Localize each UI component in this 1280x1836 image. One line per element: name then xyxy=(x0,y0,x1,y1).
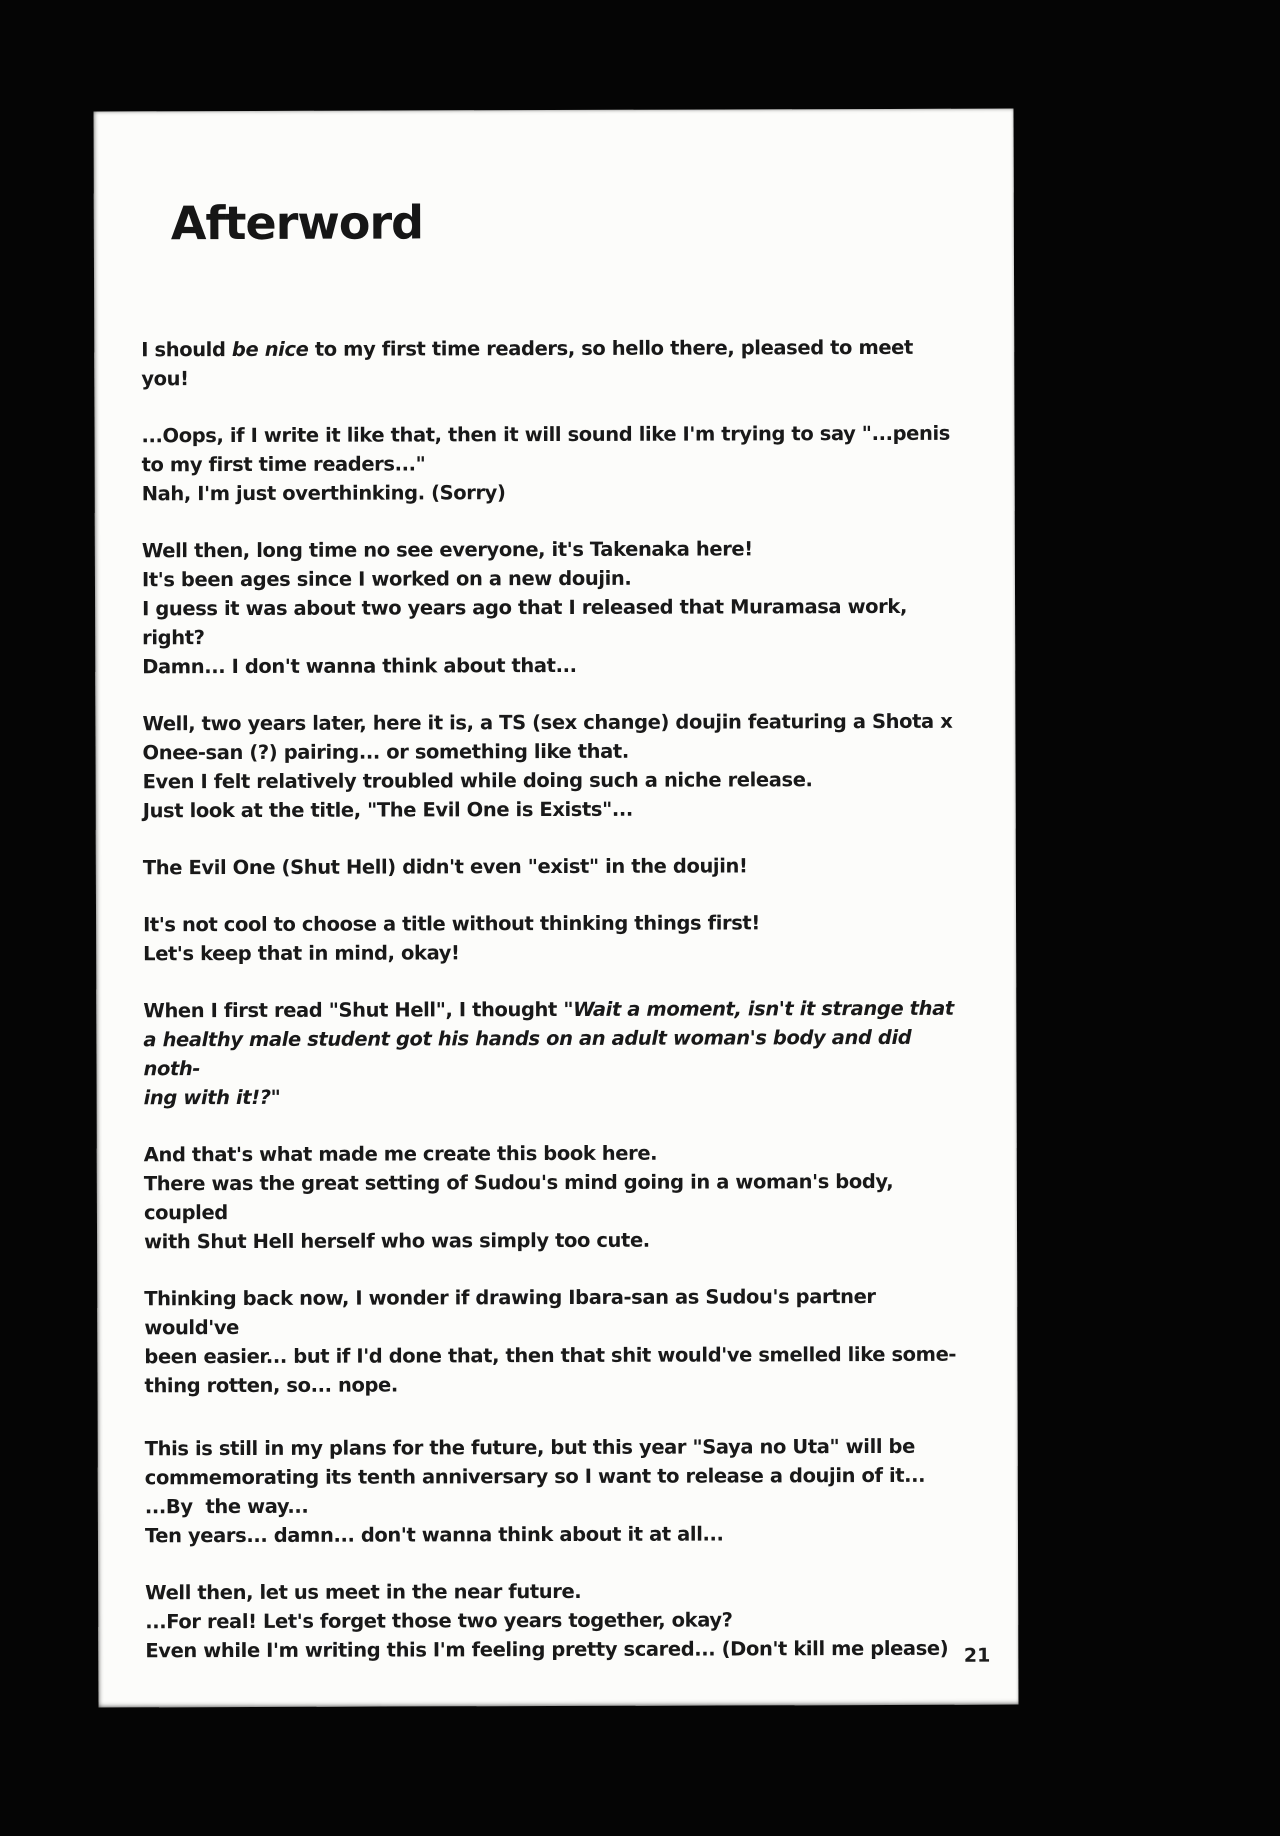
text: Well then, long time no see everyone, it's Takenaka here! xyxy=(141,537,753,563)
page-content xyxy=(93,109,1018,1666)
text-line xyxy=(143,937,966,969)
text-line xyxy=(144,1369,967,1401)
text-line xyxy=(145,1490,968,1522)
text-line xyxy=(145,1576,968,1608)
text: This is still in my plans for the future, but this year "Saya no Uta" will be xyxy=(144,1434,915,1461)
afterword-body xyxy=(141,333,968,1666)
italic-text: ing with it!?" xyxy=(143,1085,281,1110)
text: Well, two years later, here it is, a TS (sex change) doujin featuring a Shota x xyxy=(142,709,953,736)
text-line xyxy=(142,534,965,566)
text: I should xyxy=(141,338,232,362)
text-line xyxy=(143,765,966,797)
text-line xyxy=(142,650,965,682)
italic-text: a healthy male student got his hands on an adult woman's body and did noth- xyxy=(143,1025,918,1081)
text-line xyxy=(145,1461,968,1493)
text: Ten years... damn... don't wanna think about it at all... xyxy=(144,1522,724,1548)
italic-text: be nice xyxy=(231,337,309,362)
text-line xyxy=(141,419,964,451)
text: Even I felt relatively troubled while doing such a niche release. xyxy=(142,768,813,794)
text-line xyxy=(145,1519,968,1551)
text-line xyxy=(144,1138,967,1170)
text-line xyxy=(141,333,964,394)
text-line xyxy=(143,908,966,940)
text: with Shut Hell herself who was simply too cute. xyxy=(144,1228,650,1254)
paragraph xyxy=(141,333,964,394)
text: Damn... I don't wanna think about that... xyxy=(142,653,577,679)
paragraph xyxy=(141,419,964,509)
text-line xyxy=(142,592,965,624)
text-line xyxy=(142,563,965,595)
text: I guess it was about two years ago that I released that Muramasa work, xyxy=(142,594,907,621)
text-line xyxy=(145,1605,968,1637)
text-line xyxy=(145,1432,968,1464)
paragraph xyxy=(142,534,965,682)
paragraph xyxy=(143,908,966,969)
text: been easier... but if I'd done that, then that shit would've smelled like some- xyxy=(144,1342,957,1369)
text-line xyxy=(145,1634,968,1666)
paragraph xyxy=(144,1282,967,1401)
text-line xyxy=(142,448,965,480)
text-line xyxy=(143,794,966,826)
paragraph xyxy=(143,994,966,1113)
text: When I first read "Shut Hell", I thought " xyxy=(143,997,574,1023)
paragraph xyxy=(143,851,966,883)
text: And that's what made me create this book here. xyxy=(143,1141,658,1167)
text-line xyxy=(144,1340,967,1372)
paragraph xyxy=(145,1576,968,1666)
text: Thinking back now, I wonder if drawing Ibara-san as Sudou's partner would've xyxy=(144,1284,883,1340)
text-line xyxy=(144,1167,967,1228)
paragraph xyxy=(142,707,965,826)
text-line xyxy=(142,736,965,768)
text: It's not cool to choose a title without thinking things first! xyxy=(143,911,760,937)
paragraph xyxy=(144,1138,967,1257)
text: thing rotten, so... nope. xyxy=(144,1373,398,1398)
text-line xyxy=(144,1225,967,1257)
text: ...Oops, if I write it like that, then it will sound like I'm trying to say "...penis xyxy=(141,421,950,448)
text-line xyxy=(143,994,966,1026)
text: Nah, I'm just overthinking. (Sorry) xyxy=(141,481,506,506)
text: Just look at the title, "The Evil One is Exists"... xyxy=(142,797,633,823)
text: to my first time readers, so hello there, pleased to meet you! xyxy=(141,335,920,391)
text-line xyxy=(144,1081,967,1113)
text-line xyxy=(142,477,965,509)
text: ...By the way... xyxy=(144,1494,309,1519)
text-line xyxy=(142,621,965,653)
text: Well then, let us meet in the near future. xyxy=(145,1579,582,1605)
paragraph xyxy=(145,1432,968,1551)
text: It's been ages since I worked on a new doujin. xyxy=(141,566,632,592)
text: Even while I'm writing this I'm feeling pretty scared... (Don't kill me please) xyxy=(145,1636,949,1663)
page xyxy=(93,109,1018,1708)
text: to my first time readers..." xyxy=(141,452,426,477)
text: The Evil One (Shut Hell) didn't even "exist" in the doujin! xyxy=(142,854,748,880)
text: Onee-san (?) pairing... or something like that. xyxy=(142,739,629,765)
text-line xyxy=(143,1023,966,1084)
text-line xyxy=(142,707,965,739)
text-line xyxy=(143,851,966,883)
text: commemorating its tenth anniversary so I want to release a doujin of it... xyxy=(144,1463,926,1490)
page-number: 21 xyxy=(963,1644,991,1667)
text: Let's keep that in mind, okay! xyxy=(143,941,460,966)
text: right? xyxy=(142,626,205,650)
italic-text: Wait a moment, isn't it strange that xyxy=(573,996,954,1021)
text-line xyxy=(144,1282,967,1343)
text: ...For real! Let's forget those two years together, okay? xyxy=(145,1608,733,1634)
page-title: Afterword xyxy=(170,195,424,251)
text: There was the great setting of Sudou's mind going in a woman's body, coupled xyxy=(143,1169,900,1225)
